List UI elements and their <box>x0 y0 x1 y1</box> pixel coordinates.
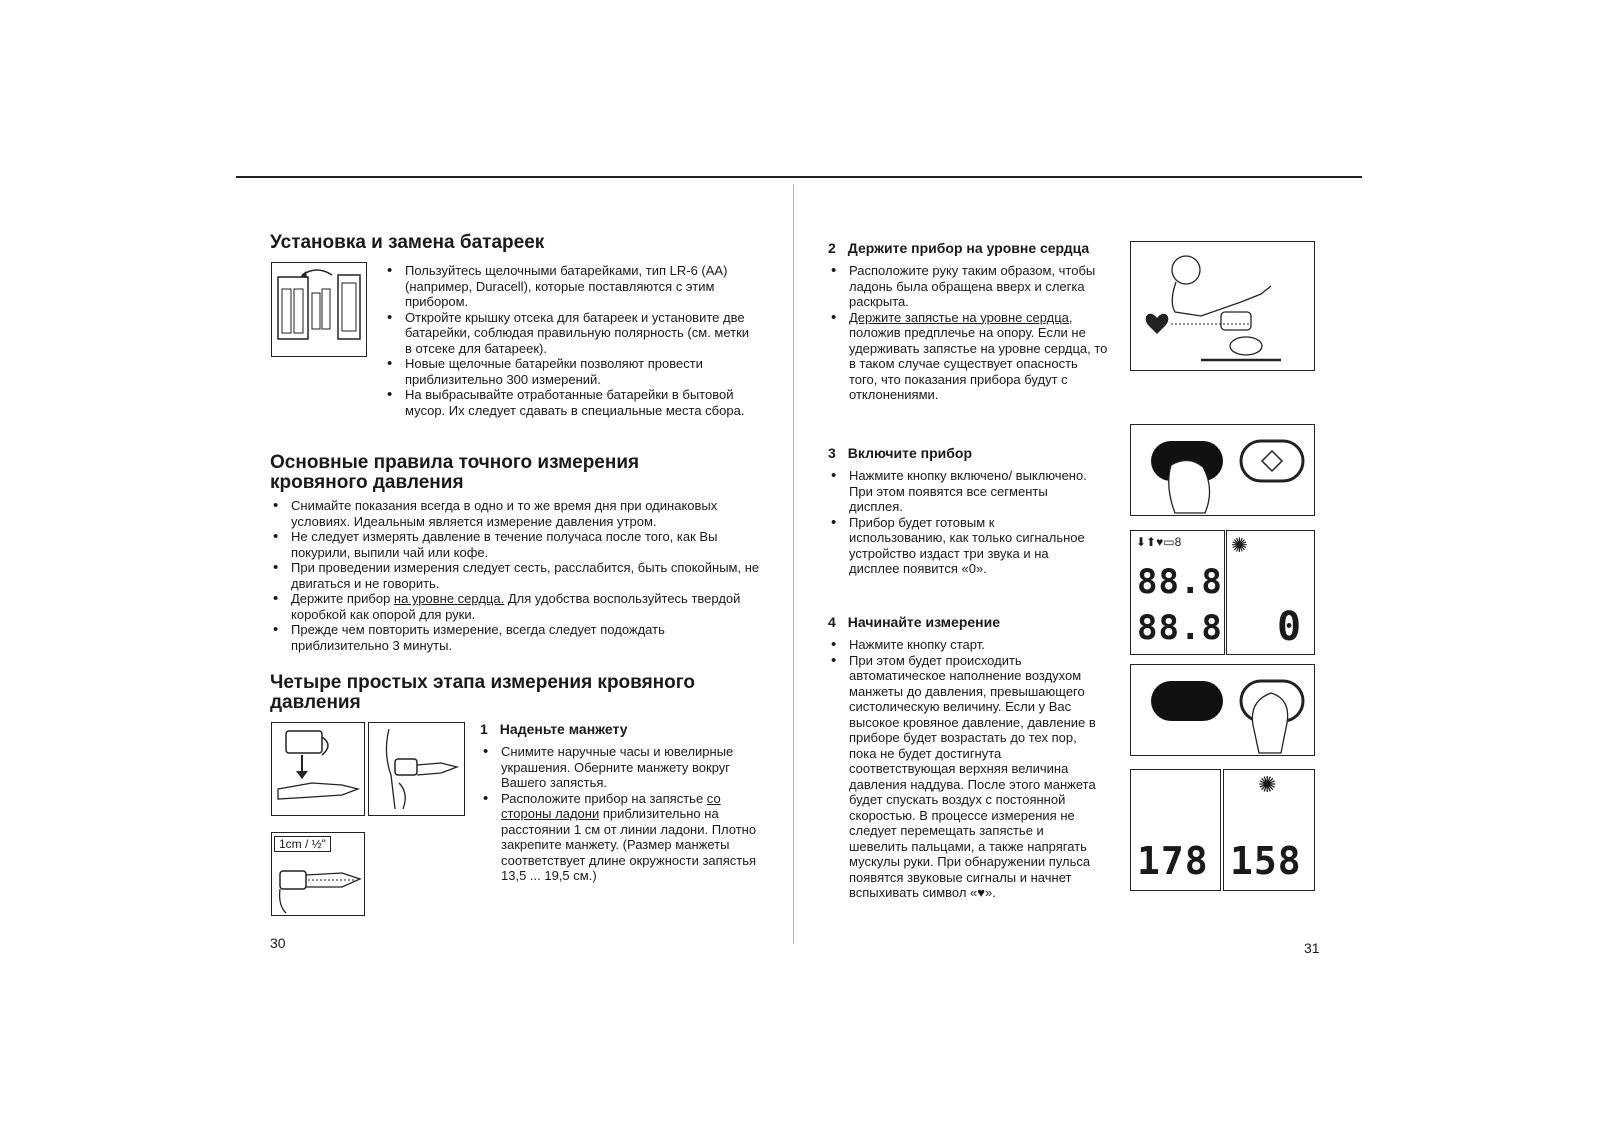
list-item: • Пользуйтесь щелочными батарейками, тип LR-6 (AA) (например, Duracell), которые поставляются с этим прибором. <box>384 263 754 310</box>
steps-title: Четыре простых этапа измерения кровяного давления <box>270 672 696 713</box>
display-zero: 0 <box>1277 604 1303 650</box>
top-rule <box>236 176 1362 178</box>
list-item: • Новые щелочные батарейки позволяют провести приблизительно 300 измерений. <box>384 356 754 387</box>
distance-label: 1cm / ½" <box>274 836 331 852</box>
step3-heading <box>828 445 1088 462</box>
step3 <box>828 445 1088 577</box>
all-segments-display <box>1130 530 1225 655</box>
list-item <box>480 791 770 884</box>
step-number: 1 <box>480 721 488 737</box>
step1-heading <box>480 721 770 738</box>
text: Для удобства воспользуйтесь твердой коробкой как опорой для руки. <box>291 591 741 622</box>
step-title: Включите прибор <box>847 445 973 461</box>
battery-compartment-figure <box>271 262 367 357</box>
list-item: • Нажмите кнопку включено/ выключено. При этом появятся все сегменты дисплея. <box>828 468 1088 515</box>
list-item <box>828 310 1108 403</box>
one-cm-distance-figure <box>271 832 365 916</box>
wrist-heart-level-link: Держите запястье на уровне сердца, <box>849 309 1073 325</box>
step-title: Держите прибор на уровне сердца <box>847 240 1090 256</box>
list-item: • Не следует измерять давление в течение получаса после того, как Вы покурили, выпили чай или кофе. <box>270 529 760 560</box>
step-title: Наденьте манжету <box>499 721 628 737</box>
list-item: • Нажмите кнопку старт. <box>828 637 1098 653</box>
list-item: • Расположите руку таким образом, чтобы ладонь была обращена вверх и слегка раскрыта. <box>828 263 1108 310</box>
power-button-figure <box>1130 424 1315 516</box>
text: Расположите прибор на запястье <box>501 790 707 806</box>
display-value-1: 178 <box>1137 839 1209 883</box>
result-display-left <box>1130 769 1221 891</box>
cuff-on-wrist-figure <box>271 722 365 816</box>
heart-level-figure <box>1130 241 1315 371</box>
list-item: • При этом будет происходить автоматическое наполнение воздухом манжеты до давления, превышающего систолическую величину. Если у Вас высокое кровяное давление, давление в приборе будет возрастать до тех пор, пока не будет достигнута соответствующая верхняя величина давления наддува. После этого манжета будет спускать воздух с постоянной скоростью. В процессе измерения не следует перемещать запястье и шевелить пальцами, а также напрягать мускулы руки. При обнаружении пульса появятся звуковые сигналы и начнет вспыхивать символ «♥». <box>828 653 1098 901</box>
text: положив предплечье на опору. Если не удерживать запястье на уровне сердца, то в таком случае существует опасность того, что показания прибора будут с отклонениями. <box>849 325 1108 402</box>
step2 <box>828 240 1108 403</box>
list-item: • Прежде чем повторить измерение, всегда следует подождать приблизительно 3 минуты. <box>270 622 760 653</box>
result-display-right <box>1223 769 1315 891</box>
zero-display <box>1226 530 1315 655</box>
list-item: • При проведении измерения следует сесть, расслабится, быть спокойным, не двигаться и не говорить. <box>270 560 760 591</box>
step-number: 2 <box>828 240 836 256</box>
start-button-figure <box>1130 664 1315 756</box>
rules-list <box>270 498 760 653</box>
page-number-left: 30 <box>270 935 286 951</box>
sun-icon: ✺ <box>1231 535 1248 557</box>
pulse-heart-icon: ✺ <box>1258 772 1277 797</box>
rules-title: Основные правила точного измерения кровяного давления <box>270 452 640 493</box>
display-diastolic: 88.8 <box>1137 608 1223 648</box>
heart-level-link: на уровне сердца. <box>393 591 505 606</box>
battery-title: Установка и замена батареек <box>270 232 545 253</box>
list-item: • Прибор будет готовым к использованию, как только сигнальное устройство издаст три звука и на дисплее появится «0». <box>828 515 1088 577</box>
page-gutter <box>793 184 794 944</box>
step4-heading <box>828 614 1098 631</box>
list-item: • Откройте крышку отсека для батареек и установите две батарейки, соблюдая правильную полярность (см. метки в отсеке для батареек). <box>384 310 754 357</box>
step-title: Начинайте измерение <box>847 614 1001 630</box>
step4 <box>828 614 1098 901</box>
page-number-right: 31 <box>1304 940 1320 956</box>
step-number: 3 <box>828 445 836 461</box>
display-systolic: 88.8 <box>1137 562 1223 602</box>
display-status-icons: ⬇⬆♥▭8 <box>1136 535 1182 549</box>
step-number: 4 <box>828 614 836 630</box>
step3-list <box>828 468 1088 577</box>
step1 <box>480 721 770 884</box>
step2-heading <box>828 240 1108 257</box>
palm-side-link: со стороны ладони <box>501 790 721 821</box>
wrist-fasten-figure <box>368 722 465 816</box>
text: приблизительно на расстоянии 1 см от линии ладони. Плотно закрепите манжету. (Размер манжеты соответствует длине окружности запястья 13,5 ... 19,5 см.) <box>501 806 757 883</box>
list-item <box>270 591 760 622</box>
battery-section <box>270 233 790 253</box>
step4-list <box>828 637 1098 901</box>
text: Держите прибор <box>291 591 394 606</box>
display-value-2: 158 <box>1230 839 1302 883</box>
step2-list <box>828 263 1108 403</box>
battery-list <box>384 263 754 418</box>
list-item: • На выбрасывайте отработанные батарейки в бытовой мусор. Их следует сдавать в специальные места сбора. <box>384 387 754 418</box>
list-item: • Снимите наручные часы и ювелирные украшения. Оберните манжету вокруг Вашего запястья. <box>480 744 770 791</box>
step1-list <box>480 744 770 884</box>
list-item: • Снимайте показания всегда в одно и то же время дня при одинаковых условиях. Идеальным является измерение давления утром. <box>270 498 760 529</box>
